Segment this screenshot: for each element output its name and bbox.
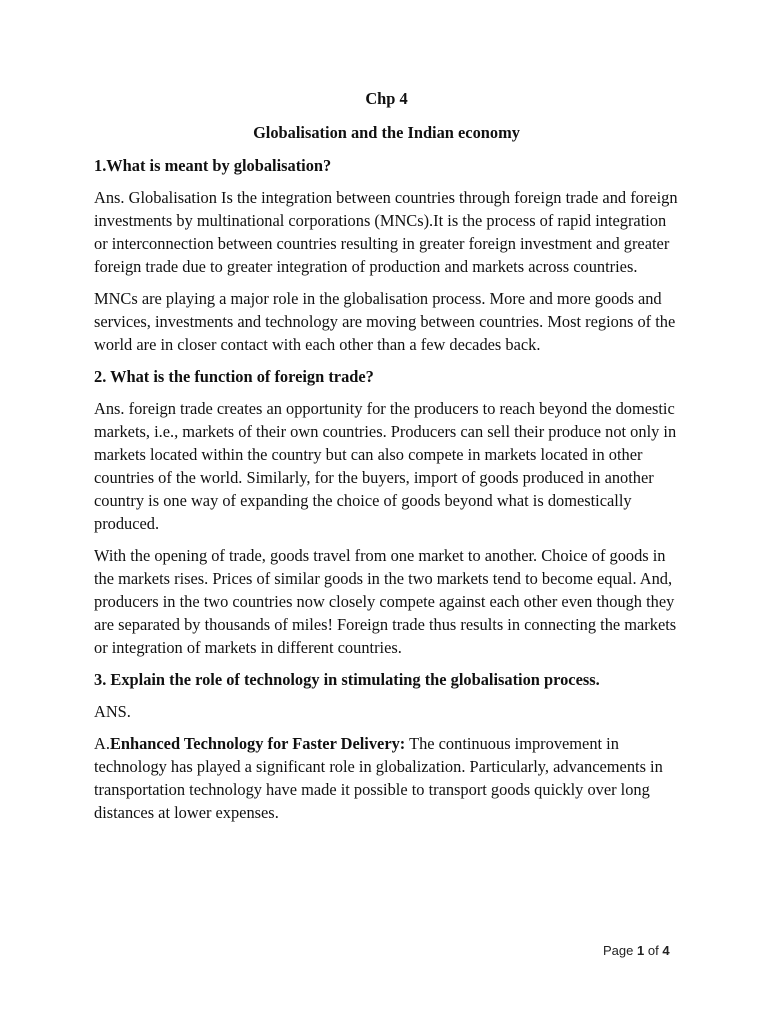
answer-3-point-a <box>94 732 679 824</box>
page-indicator <box>603 943 670 958</box>
point-a-prefix: A. <box>94 734 110 753</box>
chapter-heading: Chp 4 <box>365 89 408 108</box>
question-3: 3. Explain the role of technology in stimulating the globalisation process. <box>94 670 600 689</box>
answer-2-paragraph-2: With the opening of trade, goods travel from one market to another. Choice of goods in the markets rises. Prices of similar goods in the two markets tend to become equal. And, producers in the two countries now closely compete against each other even though they are separated by thousands of miles! Foreign trade thus results in connecting the markets or integration of markets in different countries. <box>94 546 677 657</box>
answer-1-paragraph-1: Ans. Globalisation Is the integration between countries through foreign trade and foreign investments by multinational corporations (MNCs).It is the process of rapid integration or interconnection between countries resulting in greater foreign investment and greater foreign trade due to greater integration of production and markets across countries. <box>94 188 678 276</box>
of-label: of <box>647 943 659 958</box>
total-page-count: 4 <box>662 943 670 958</box>
answer-2-paragraph-1: Ans. foreign trade creates an opportunity for the producers to reach beyond the domestic markets, i.e., markets of their own countries. Producers can sell their produce not only in markets located within the country but can also compete in markets located in other countries of the world. Similarly, for the buyers, import of goods produced in another country is one way of expanding the choice of goods beyond what is domestically produced. <box>94 399 677 533</box>
point-a-heading: Enhanced Technology for Faster Delivery: <box>109 734 406 753</box>
point-a-text: The continuous improvement in technology has played a significant role in globalization. Particularly, advancements in transportation technology have made it possible to transport goods quickly over long distances at lower expenses. <box>94 734 663 822</box>
question-1: 1.What is meant by globalisation? <box>94 156 332 175</box>
current-page-number: 1 <box>637 943 645 958</box>
document-content <box>94 88 679 833</box>
page-label: Page <box>603 943 634 958</box>
answer-1-paragraph-2: MNCs are playing a major role in the globalisation process. More and more goods and services, investments and technology are moving between countries. Most regions of the world are in closer contact with each other than a few decades back. <box>94 289 676 354</box>
answer-3-label: ANS. <box>94 702 131 721</box>
chapter-title: Globalisation and the Indian economy <box>253 123 520 142</box>
question-2: 2. What is the function of foreign trade? <box>94 367 374 386</box>
